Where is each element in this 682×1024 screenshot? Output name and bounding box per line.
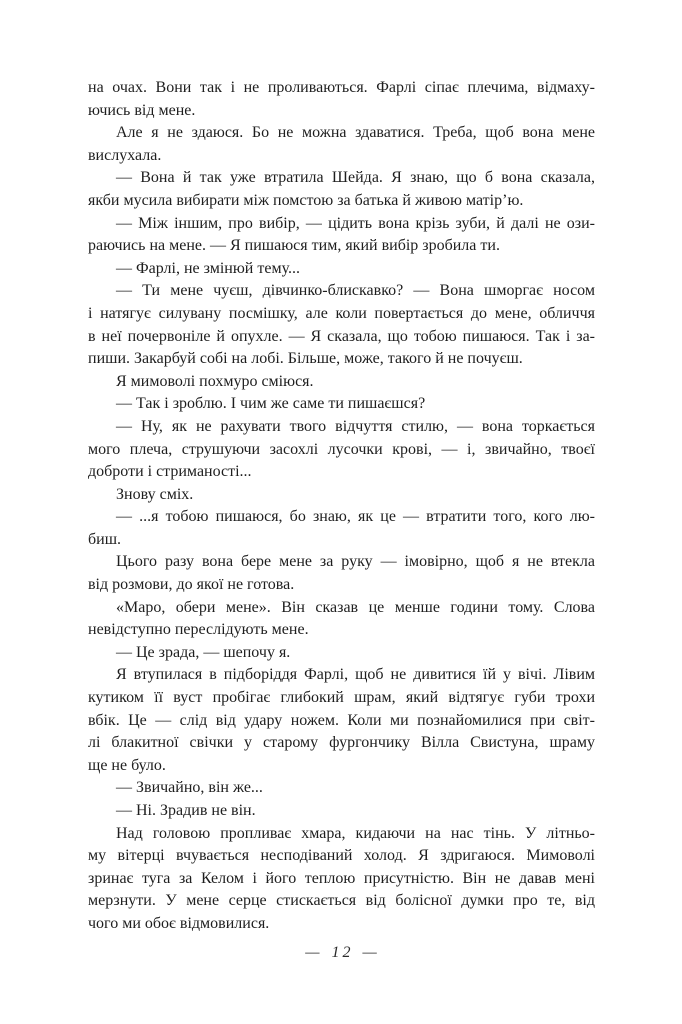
text-line: — Ти мене чуєш, дівчинко-блискавко? — Вона шморгає носом bbox=[116, 282, 595, 300]
text-line: — ...я тобою пишаюся, бо знаю, як це — втратити того, кого лю- bbox=[116, 508, 595, 526]
text-line: Знову сміх. bbox=[116, 485, 194, 503]
text-line: лі блакитної свічки у старому фургончику Вілла Свистуна, шраму bbox=[88, 734, 595, 752]
paragraph bbox=[88, 551, 595, 596]
text-line: ще не було. bbox=[88, 756, 166, 774]
text-line: кутиком її вуст пробігає глибокий шрам, який відтягує губи трохи bbox=[88, 689, 595, 707]
text-line: — Вона й так уже втратила Шейда. Я знаю, що б вона сказала, bbox=[116, 169, 595, 187]
text-line: — Звичайно, він же... bbox=[116, 779, 263, 797]
text-line: Над головою пропливає хмара, кидаючи на нас тінь. У літньо- bbox=[116, 824, 595, 842]
page-text-block bbox=[88, 77, 595, 936]
text-line: — Так і зроблю. І чим же саме ти пишаєшся? bbox=[116, 395, 426, 413]
text-line: Я мимоволі похмуро сміюся. bbox=[116, 372, 314, 390]
paragraph bbox=[88, 664, 595, 777]
text-line: Я втупилася в підборіддя Фарлі, щоб не дивитися їй у вічі. Лівим bbox=[116, 666, 595, 684]
text-line: якби мусила вибирати між помстою за батька й живою матір’ю. bbox=[88, 191, 524, 209]
text-line: зринає туга за Келом і його теплою присутністю. Він не давав мені bbox=[88, 869, 595, 887]
text-line: вислухала. bbox=[88, 146, 162, 164]
text-line: биш. bbox=[88, 530, 122, 548]
text-line: вбік. Це — слід від удару ножем. Коли ми познайомилися при світ- bbox=[88, 711, 595, 729]
text-line: — Це зрада, — шепочу я. bbox=[116, 643, 291, 661]
paragraph bbox=[88, 800, 595, 823]
paragraph bbox=[88, 371, 595, 394]
text-line: пиши. Закарбуй собі на лобі. Більше, може, такого й не почуєш. bbox=[88, 350, 523, 368]
text-line: Цього разу вона бере мене за руку — імовірно, щоб я не втекла bbox=[116, 553, 595, 571]
paragraph bbox=[88, 823, 595, 936]
text-line: — Фарлі, не змінюй тему... bbox=[116, 259, 300, 277]
paragraph bbox=[88, 258, 595, 281]
text-line: на очах. Вони так і не проливаються. Фарлі сіпає плечима, відмаху- bbox=[88, 79, 595, 96]
page-footer bbox=[0, 944, 682, 962]
text-line: невідступно переслідують мене. bbox=[88, 621, 309, 639]
paragraph bbox=[88, 280, 595, 370]
text-line: мерзнути. У мене серце стискається від болісної думки про те, від bbox=[88, 892, 595, 910]
paragraph bbox=[88, 506, 595, 551]
text-line: «Маро, обери мене». Він сказав це менше години тому. Слова bbox=[116, 598, 595, 616]
text-line: в неї почервоніле й опухле. — Я сказала, що тобою пишаюся. Так і за- bbox=[88, 327, 595, 345]
text-line: — Ні. Зрадив не він. bbox=[116, 802, 256, 819]
paragraph bbox=[88, 777, 595, 800]
paragraph bbox=[88, 77, 595, 122]
paragraph bbox=[88, 122, 595, 167]
text-line: мого плеча, струшуючи засохлі лусочки крові, — і, звичайно, твоєї bbox=[88, 440, 595, 458]
text-line: Але я не здаюся. Бо не можна здаватися. Треба, щоб вона мене bbox=[116, 124, 595, 142]
text-line: — Між іншим, про вибір, — цідить вона крізь зуби, й далі не ози- bbox=[116, 214, 595, 232]
paragraph bbox=[88, 642, 595, 665]
footer-right-dash: — bbox=[362, 944, 377, 961]
paragraph bbox=[88, 416, 595, 484]
text-line: раючись на мене. — Я пишаюся тим, який вибір зробила ти. bbox=[88, 237, 500, 255]
text-line: від розмови, до якої не готова. bbox=[88, 576, 295, 594]
paragraph bbox=[88, 484, 595, 507]
text-line: і натягує силувану посмішку, але коли повертається до мене, обличчя bbox=[88, 304, 595, 322]
paragraph bbox=[88, 393, 595, 416]
paragraph bbox=[88, 213, 595, 258]
text-line: чого ми обоє відмовилися. bbox=[88, 914, 270, 932]
text-line: — Ну, як не рахувати твого відчуття стилю, — вона торкається bbox=[116, 417, 595, 435]
page-number: 12 bbox=[331, 944, 354, 961]
text-line: доброти і стриманості... bbox=[88, 463, 252, 481]
text-line: му вітерці вчувається несподіваний холод. Я здригаюся. Мимоволі bbox=[88, 847, 595, 865]
paragraph bbox=[88, 167, 595, 212]
paragraph bbox=[88, 597, 595, 642]
footer-left-dash: — bbox=[305, 944, 320, 961]
text-line: ючись від мене. bbox=[88, 101, 196, 119]
